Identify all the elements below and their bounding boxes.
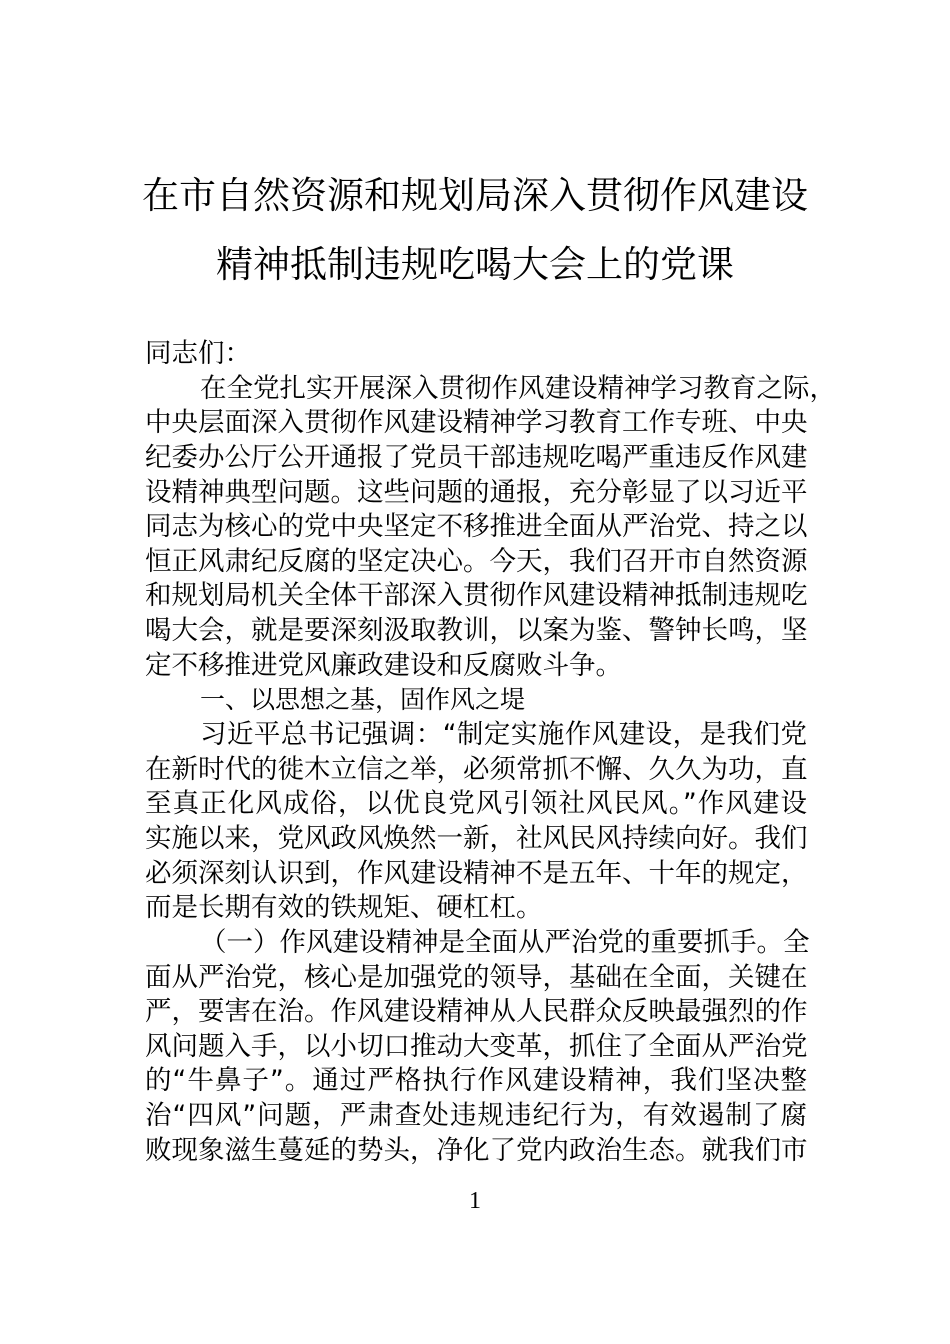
text-line: 治“四风”问题，严肃查处违规违纪行为，有效遏制了腐	[145, 1100, 807, 1132]
text-line: 实施以来，党风政风焕然一新，社风民风持续向好。我们	[145, 822, 808, 854]
document-title-line-2: 精神抵制违规吃喝大会上的党课	[216, 243, 734, 286]
text-line: 喝大会，就是要深刻汲取教训，以案为鉴、警钟长鸣，坚	[145, 615, 808, 647]
page-number: 1	[469, 1188, 481, 1214]
text-line: 败现象滋生蔓延的势头，净化了党内政治生态。就我们市	[145, 1134, 808, 1166]
text-line: 和规划局机关全体干部深入贯彻作风建设精神抵制违规吃	[145, 580, 808, 612]
text-line: 的“牛鼻子”。通过严格执行作风建设精神，我们坚决整	[145, 1065, 807, 1097]
text-line: 而是长期有效的铁规矩、硬杠杠。	[145, 892, 543, 924]
text-line: 设精神典型问题。这些问题的通报，充分彰显了以习近平	[145, 476, 808, 508]
text-line: 风问题入手，以小切口推动大变革，抓住了全面从严治党	[145, 1030, 808, 1062]
text-line: 同志为核心的党中央坚定不移推进全面从严治党、持之以	[145, 511, 808, 543]
salutation: 同志们：	[145, 338, 251, 369]
text-line: 定不移推进党风廉政建设和反腐败斗争。	[145, 649, 622, 681]
document-title-line-1: 在市自然资源和规划局深入贯彻作风建设	[142, 174, 808, 217]
section-heading: 一、以思想之基，固作风之堤	[200, 685, 526, 715]
text-line: 面从严治党，核心是加强党的领导，基础在全面，关键在	[145, 961, 808, 993]
document-body	[145, 337, 836, 1168]
text-line: 习近平总书记强调：“制定实施作风建设，是我们党	[200, 719, 807, 751]
text-line: 在新时代的徙木立信之举，必须常抓不懈、久久为功，直	[145, 753, 808, 785]
text-line: 中央层面深入贯彻作风建设精神学习教育工作专班、中央	[145, 407, 808, 439]
text-line: 至真正化风成俗，以优良党风引领社风民风。”作风建设	[145, 788, 807, 820]
text-line: （一）作风建设精神是全面从严治党的重要抓手。全	[200, 926, 810, 958]
text-line: 严，要害在治。作风建设精神从人民群众反映最强烈的作	[145, 996, 808, 1028]
text-line: 必须深刻认识到，作风建设精神不是五年、十年的规定，	[145, 857, 808, 889]
text-line: 在全党扎实开展深入贯彻作风建设精神学习教育之际，	[200, 372, 836, 404]
text-line: 恒正风肃纪反腐的坚定决心。今天，我们召开市自然资源	[145, 545, 808, 577]
text-line: 纪委办公厅公开通报了党员干部违规吃喝严重违反作风建	[145, 441, 808, 473]
